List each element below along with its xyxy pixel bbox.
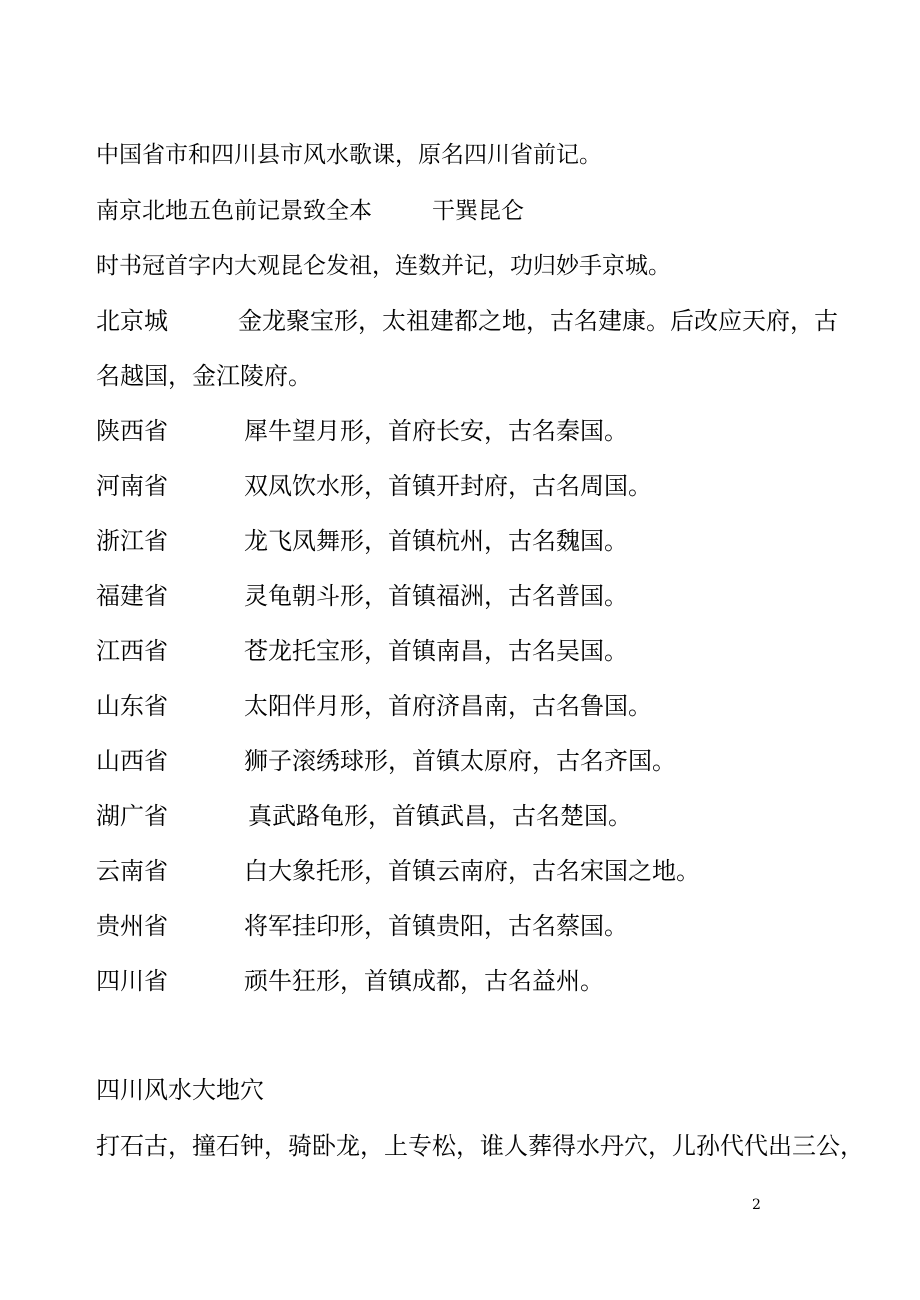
intro-line-1: 中国省市和四川县市风水歌课，原名四川省前记。 (96, 142, 602, 168)
beijing-desc: 金龙聚宝形，太祖建都之地，古名建康。后改应天府，古 (238, 307, 838, 335)
province-name: 浙江省 (96, 527, 168, 555)
province-name: 贵州省 (96, 912, 168, 940)
page-number: 2 (752, 1197, 761, 1213)
province-name: 湖广省 (96, 802, 168, 830)
province-description: 将军挂印形，首镇贵阳，古名蔡国。 (244, 912, 628, 940)
intro-line-2-text: 南京北地五色前记景致全本 (96, 198, 372, 224)
beijing-desc-continued: 名越国，金江陵府。 (96, 362, 312, 390)
province-row (96, 526, 856, 556)
province-name: 山西省 (96, 747, 168, 775)
province-row (96, 636, 856, 666)
section-title: 四川风水大地穴 (96, 1076, 264, 1104)
province-row (96, 746, 856, 776)
province-row (96, 911, 856, 941)
province-name: 福建省 (96, 582, 168, 610)
province-description: 真武路龟形，首镇武昌，古名楚国。 (248, 802, 632, 830)
province-name: 四川省 (96, 967, 168, 995)
province-row (96, 581, 856, 611)
beijing-label: 北京城 (96, 307, 168, 335)
province-description: 苍龙托宝形，首镇南昌，古名吴国。 (244, 637, 628, 665)
province-description: 狮子滚绣球形，首镇太原府，古名齐国。 (244, 747, 676, 775)
province-description: 灵龟朝斗形，首镇福洲，古名普国。 (244, 582, 628, 610)
province-row (96, 691, 856, 721)
province-row (96, 801, 856, 831)
province-description: 犀牛望月形，首府长安，古名秦国。 (244, 417, 628, 445)
province-row (96, 966, 856, 996)
province-name: 江西省 (96, 637, 168, 665)
province-row (96, 416, 856, 446)
intro-line-3: 时书冠首字内大观昆仑发祖，连数并记，功归妙手京城。 (96, 253, 671, 279)
intro-line-2 (96, 196, 524, 226)
verse-line: 打石古，撞石钟，骑卧龙，上专松，谁人葬得水丹穴，儿孙代代出三公， (96, 1132, 864, 1160)
province-row (96, 856, 856, 886)
province-description: 龙飞凤舞形，首镇杭州，古名魏国。 (244, 527, 628, 555)
province-row (96, 471, 856, 501)
province-name: 陕西省 (96, 417, 168, 445)
province-name: 云南省 (96, 857, 168, 885)
province-description: 白大象托形，首镇云南府，古名宋国之地。 (244, 857, 700, 885)
intro-line-2-tail: 干巽昆仑 (432, 198, 524, 224)
province-name: 河南省 (96, 472, 168, 500)
province-name: 山东省 (96, 692, 168, 720)
province-description: 太阳伴月形，首府济昌南，古名鲁国。 (244, 692, 652, 720)
beijing-entry (96, 306, 838, 336)
province-description: 顽牛狂形，首镇成都，古名益州。 (244, 967, 604, 995)
province-description: 双凤饮水形，首镇开封府，古名周国。 (244, 472, 652, 500)
